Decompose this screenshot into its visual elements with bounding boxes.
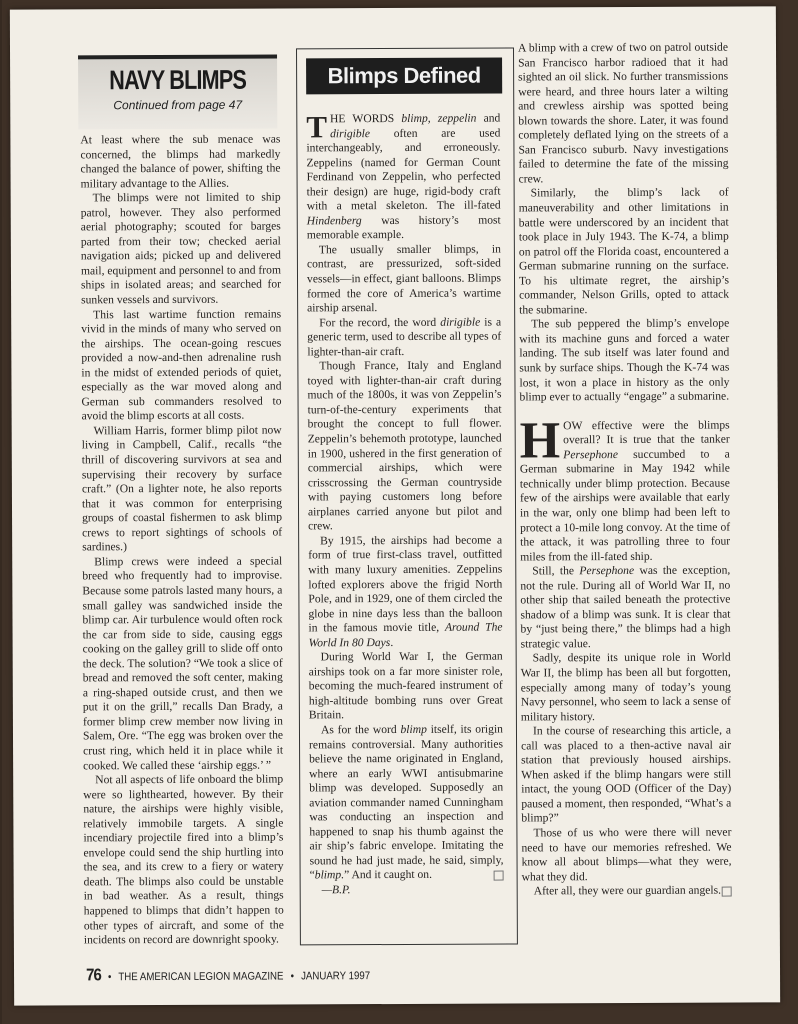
text-run: The sub peppered the blimp’s envelope with its machine guns and forced a water landing. The sub itself was later found and sunk by surface ships. Though the K-74 was lost, it won a place in history as the only blimp ever to actually “engage” a submarine. [519,316,730,404]
paragraph [521,724,731,827]
italic-text: dirigible [330,126,371,140]
text-run: The blimps were not limited to ship patrol, however. They also performed aerial photography; scouted for barges parted from their tow; checked aerial navigation aids; picked up and delivered mail, equipment and personnel to and from ships in isolated areas; and searched for sunken vessels and survivors. [80,190,282,307]
text-run: Similarly, the blimp’s lack of maneuverability and other limitations in battle were underscored by an incident that took place in July 1943. The K-74, a blimp on patrol off the Florida coast, encountered a German submarine running on the surface. To his ultimate regret, the airship’s commander, Nelson Grills, opted to attack the submarine. [518,186,730,317]
issue-date: JANUARY 1997 [301,970,371,983]
paragraph [82,423,283,555]
text-run: was the exception, not the rule. During all of World War II, no other ship that sailed beneath the protective shadow of a blimp was sunk. It is clear that by “just being there,” the blimps had a high strategic value. [520,563,731,651]
continued-from-label: Continued from page 47 [113,97,243,113]
paragraph [310,883,504,898]
paragraph [309,650,503,724]
magazine-name: THE AMERICAN LEGION MAGAZINE [118,970,284,984]
text-run: itself, its origin remains controversial. Many authorities believe the name originated in England, where an early WWI antisubmarine blimp was developed. Supposedly an aviation commander named Cunningham was conducting an inspection and happened to snap his thumb against the air ship’s fabric envelope. Imitating the sound he had just made, he said, simply, “ [309,722,504,882]
drop-cap: H [519,411,561,470]
italic-text: blimp [400,722,427,736]
right-column [518,41,732,900]
paragraph [81,307,282,424]
text-run: and [476,111,501,125]
paragraph [519,411,731,564]
paragraph [81,191,282,308]
sidebar-column [306,109,504,898]
paragraph [520,564,730,652]
italic-text: Hindenberg [306,213,362,228]
text-run: By 1915, the airships had become a form of true first-class travel, outfitted with many luxury amenities. Zeppelins lofted explorers above the frigid North Pole, and in 1929, one of them circled the globe in nine days less than the balloon in the famous movie title, [308,533,503,635]
text-run: Still, the [532,564,580,578]
article-header [78,55,277,130]
text-run: Not all aspects of life onboard the blimp were so lighthearted, however. By their nature, the airships were highly visible, relatively immobile targets. A single incendiary projectile fired into a blimp’s envelope could send the ship hurtling into the sea, and its crew to a fiery or watery death. The blimps also could be unstable in bad weather. As a result, things happened to blimps that didn’t happen to other types of aircraft, and some of the incidents on record are downright spooky. [83,772,284,947]
paragraph [82,554,283,773]
paragraph [519,317,729,405]
text-run: At least where the sub menace was concerned, the blimps had markedly changed the balance of power, shifting the military advantage to the Allies. [80,132,281,191]
text-run: Though France, Italy and England toyed with lighter-than-air craft during much of the 1800s, it was von Zeppelin’s turn-of-the-century experiments that brought the concept to full flower. Zeppelin’s behemoth prototype, launched in 1900, ushered in the first generation of commercial airships, which were crisscrossing the German countryside with paying customers long before airplanes carried anyone but pilot and crew. [307,358,503,533]
paragraph [308,533,503,650]
text-run: ” And it caught on. [344,868,433,882]
text-run: Sadly, despite its unique role in World War II, the blimp has been all but forgotten, especially among many of today’s young Navy personnel, who seem to lack a sense of military history. [520,650,731,724]
italic-text: blimp. [314,868,345,882]
text-run: In the course of researching this article, a call was placed to a then-active naval air station that previously housed airships. When asked if the blimp hangars were still intact, the young OOD (Officer of the Day) paused a moment, then responded, “What’s a blimp?” [521,723,732,825]
text-run: As for the word [320,722,401,737]
text-run: succumbed to a German submarine in May 1942 while technically under blimp protection. Because few of the airships were available that early in the war, only one blimp had been left to protect a 10-mile long convoy. At the time of the attack, it was patrolling three to four miles from the ill-fated ship. [519,447,731,564]
text-run: HE WORDS [329,111,402,126]
text-run: After all, they were our guardian angels. [533,883,722,898]
paragraph [518,41,729,187]
text-run: A blimp with a crew of two on patrol outside San Francisco harbor radioed that it had sighted an oil slick. No further transmissions were heard, and three hours later a wilting and crewless airship was spotted being blown towards the shore. Later, it was found completely deflated lying on the streets of a San Francisco suburb. Navy investigations failed to determine the fate of the missing crew. [517,40,729,186]
text-run: The usually smaller blimps, in contrast, are pressurized, soft-sided vessels—in effect, giant balloons. Blimps formed the core of America’s wartime airship arsenal. [306,242,502,315]
text-run: . [390,635,394,649]
paragraph [522,884,732,899]
end-mark-icon [494,871,504,881]
text-run: During World War I, the German airships took on a far more sinister role, becoming the much-feared instrument of high-altitude bombing runs over Great Britain. [308,649,503,722]
italic-text: blimp, zeppelin [401,111,477,125]
paragraph [309,722,504,883]
italic-text: Persephone [563,447,618,462]
drop-cap: T [306,109,328,145]
paragraph [521,651,731,725]
text-run: OW effective were the blimps overall? It is true that the tanker [563,418,730,447]
article-title: NAVY BLIMPS [109,64,247,96]
sidebar-title: Blimps Defined [306,58,502,95]
paragraph [306,109,501,244]
text-run: William Harris, former blimp pilot now living in Campbell, Calif., recalls “the thrill of discovering survivors at sea and supervising their recovery by surface craft.” (On a lighter note, he also reports that it was common for enterprising groups of coastal fishermen to ask blimp crews to report sightings of schools of sardines.) [81,423,283,554]
page-footer [86,964,375,985]
italic-text: Persephone [579,564,635,578]
paragraph [80,132,280,191]
left-column [80,132,284,947]
text-run: often are used interchangeably, and erroneously. Zeppelins (named for German Count Ferdinand von Zeppelin, who perfected their design) are huge, rigid-body craft with a metal skeleton. The ill-fated [306,126,501,213]
text-run: This last wartime function remains vivid in the minds of many who served on the airships. The ocean-going rescues provided a now-and-then adrenaline rush in the midst of extended periods of quiet, especially as the war moved along and German sub commanders resolved to avoid the blimp escorts at all costs. [81,307,282,423]
paragraph [307,242,501,316]
text-run: Blimp crews were indeed a special breed who frequently had to improvise. Because some patrols lasted many hours, a small galley was sandwiched inside the blimp car. Air turbulence would often rock the car from side to side, causing eggs cooking on the galley grill to slide off onto the deck. The solution? “We took a slice of bread and removed the soft center, making a ring-shaped outside crust, and then we put it on the grill,” recalls Dan Brady, a former blimp crew member now living in Salem, Ore. “The egg was broken over the crust ring, which held it in place while it cooked. We called these ‘airship eggs.’ ” [82,554,284,772]
paragraph [521,826,731,885]
paragraph [307,315,501,359]
text-run: For the record, the word [319,315,441,329]
footer-separator: • [290,970,294,983]
page-number: 76 [86,965,101,985]
end-mark-icon [722,887,732,897]
paragraph [307,359,502,534]
italic-text: —B.P. [321,883,351,897]
magazine-page [10,6,780,1005]
text-run: is a generic term, used to describe all types of lighter-than-air craft. [307,315,502,359]
paragraph [519,186,730,318]
text-run: Those of us who were there will never need to have our memories refreshed. We know all about blimps—what they were, what they did. [521,825,732,884]
text-run: was history’s most memorable example. [306,213,501,242]
paragraph [83,773,284,948]
italic-text: dirigible [440,315,481,329]
footer-separator: • [108,971,112,984]
italic-text: Around The World In 80 Days [308,620,503,650]
